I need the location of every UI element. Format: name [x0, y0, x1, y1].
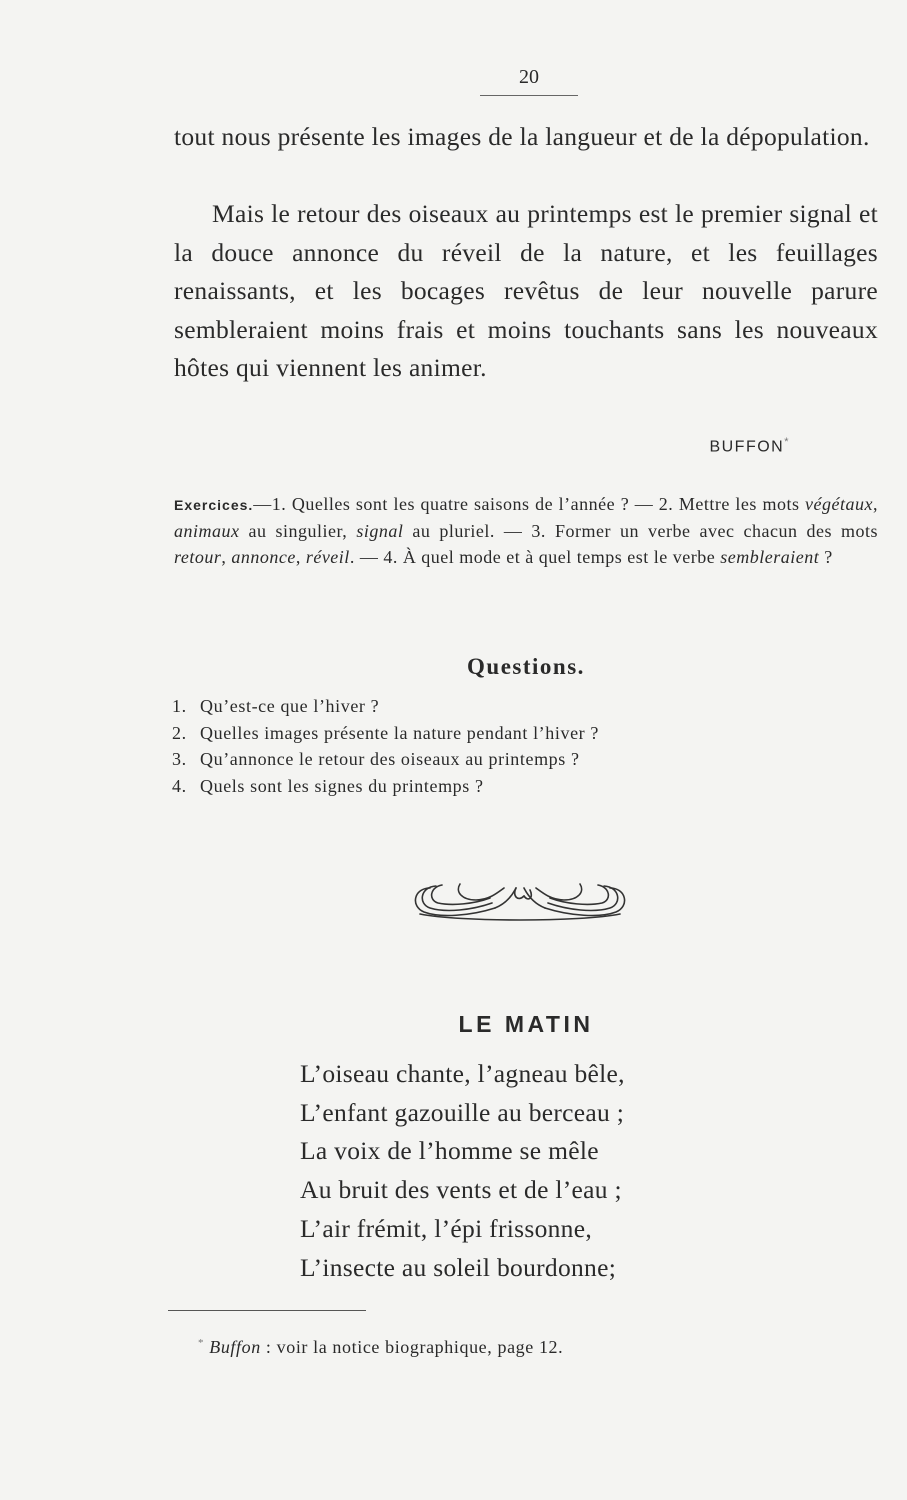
author-signature [600, 430, 790, 459]
poem-line: L’insecte au soleil bourdonne; [300, 1252, 617, 1282]
footnote-rule [168, 1310, 366, 1311]
footnote-text: : voir la notice biographique, page 12. [260, 1337, 564, 1357]
exercises-text: au pluriel. — 3. Former un verbe avec chacun des mots [403, 521, 879, 541]
question-item [172, 773, 872, 800]
poem-line: La voix de l’homme se mêle [300, 1136, 599, 1166]
question-number: 4. [172, 775, 187, 796]
author-name: BUFFON [709, 438, 785, 456]
page-number-rule [480, 95, 578, 96]
exercise-word: retour [174, 547, 222, 567]
poem-verse [300, 1055, 625, 1287]
question-item [172, 693, 872, 720]
exercise-word: végétaux [805, 494, 873, 514]
exercises-text: au singulier, [239, 521, 357, 541]
exercises-text: , [295, 547, 306, 567]
question-text: Quelles images présente la nature pendant l’hiver ? [200, 722, 599, 743]
exercises-block [174, 491, 878, 570]
poem-line: L’enfant gazouille au berceau ; [300, 1097, 625, 1127]
question-text: Qu’est-ce que l’hiver ? [200, 696, 380, 716]
exercises-text: —1. Quelles sont les quatre saisons de l’année ? — 2. Mettre les mots [253, 494, 806, 514]
exercises-text: . — 4. À quel mode et à quel temps est le verbe [349, 547, 721, 567]
exercise-word: signal [356, 521, 404, 541]
footnote-mark: * [198, 1337, 205, 1349]
exercises-text: ? [819, 547, 833, 567]
page-number: 20 [519, 66, 539, 88]
exercises-text: , [873, 494, 878, 514]
paragraph-2: Mais le retour des oiseaux au printemps est le premier signal et la douce annonce du réveil de la nature, et les feuillages renaissants, et les bocages revêtus de leur nouvelle parure sembleraient moins frais et moins touchants sans les nouveaux hôtes qui viennent les animer. [174, 199, 878, 382]
question-item [172, 746, 872, 773]
question-number: 3. [172, 749, 187, 769]
exercises-text: , [221, 547, 232, 567]
exercise-word: sembleraient [720, 547, 820, 567]
decorative-ornament [400, 870, 640, 930]
author-footnote-mark: * [784, 436, 790, 448]
poem-line: L’oiseau chante, l’agneau bêle, [300, 1059, 625, 1088]
questions-heading: Questions. [467, 654, 585, 679]
question-item [172, 720, 872, 747]
paragraph-1: tout nous présente les images de la langueur et de la dépopulation. [174, 122, 870, 151]
footnote-name: Buffon [209, 1337, 261, 1357]
poem-line: L’air frémit, l’épi frissonne, [300, 1213, 593, 1243]
exercises-label: Exercices. [174, 497, 254, 513]
exercise-word: réveil [305, 547, 350, 567]
exercise-word: annonce [231, 547, 296, 567]
poem-line: Au bruit des vents et de l’eau ; [300, 1175, 622, 1205]
question-text: Quels sont les signes du printemps ? [200, 775, 484, 796]
question-text: Qu’annonce le retour des oiseaux au printemps ? [200, 749, 580, 769]
questions-list [172, 693, 872, 799]
poem-title: LE MATIN [458, 1011, 594, 1037]
question-number: 1. [172, 696, 187, 716]
footnote [198, 1330, 798, 1360]
exercise-word: animaux [174, 521, 240, 541]
question-number: 2. [172, 722, 187, 743]
